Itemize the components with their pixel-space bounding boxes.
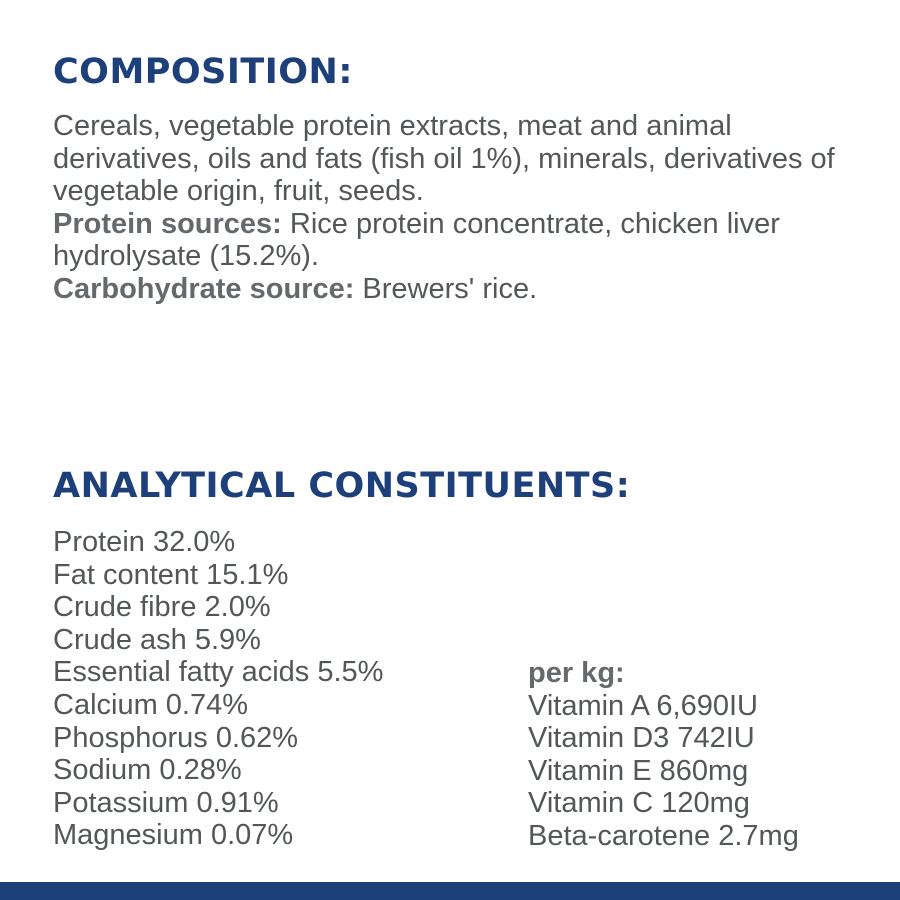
protein-sources-line	[53, 208, 873, 273]
constituents-list	[53, 526, 383, 852]
carbohydrate-source-line	[53, 273, 873, 306]
ingredients-text: Cereals, vegetable protein extracts, meat and animal derivatives, oils and fats (fish oil 1%), minerals, derivatives of vegetable origin, fruit, seeds.	[53, 110, 835, 208]
constituent-item: Crude fibre 2.0%	[53, 591, 271, 624]
constituent-item: Sodium 0.28%	[53, 754, 242, 787]
vitamins-block	[528, 657, 799, 853]
constituent-item: Calcium 0.74%	[53, 688, 249, 721]
protein-sources-value: Rice protein concentrate, chicken liver hydrolysate (15.2%).	[53, 207, 780, 273]
constituent-item: Phosphorus 0.62%	[53, 721, 299, 754]
constituent-item: Crude ash 5.9%	[53, 623, 261, 656]
composition-heading: COMPOSITION:	[53, 52, 353, 92]
protein-sources-label: Protein sources:	[53, 207, 282, 240]
vitamin-item: Vitamin A 6,690IU	[528, 689, 759, 722]
constituent-item: Essential fatty acids 5.5%	[53, 656, 384, 689]
composition-text-block	[53, 110, 873, 306]
vitamin-item: Beta-carotene 2.7mg	[528, 819, 799, 852]
carbohydrate-source-label: Carbohydrate source:	[53, 272, 355, 305]
vitamins-list	[528, 690, 799, 853]
constituent-item: Fat content 15.1%	[53, 558, 289, 591]
per-kg-label: per kg:	[528, 657, 625, 689]
vitamin-item: Vitamin E 860mg	[528, 754, 749, 787]
carbohydrate-source-value: Brewers' rice.	[354, 272, 538, 305]
vitamin-item: Vitamin D3 742IU	[528, 722, 755, 755]
constituent-item: Potassium 0.91%	[53, 786, 279, 819]
bottom-brand-bar	[0, 882, 900, 900]
analytical-constituents-heading: ANALYTICAL CONSTITUENTS:	[53, 466, 631, 506]
constituent-item: Protein 32.0%	[53, 526, 236, 558]
vitamin-item: Vitamin C 120mg	[528, 787, 750, 820]
constituent-item: Magnesium 0.07%	[53, 819, 294, 852]
